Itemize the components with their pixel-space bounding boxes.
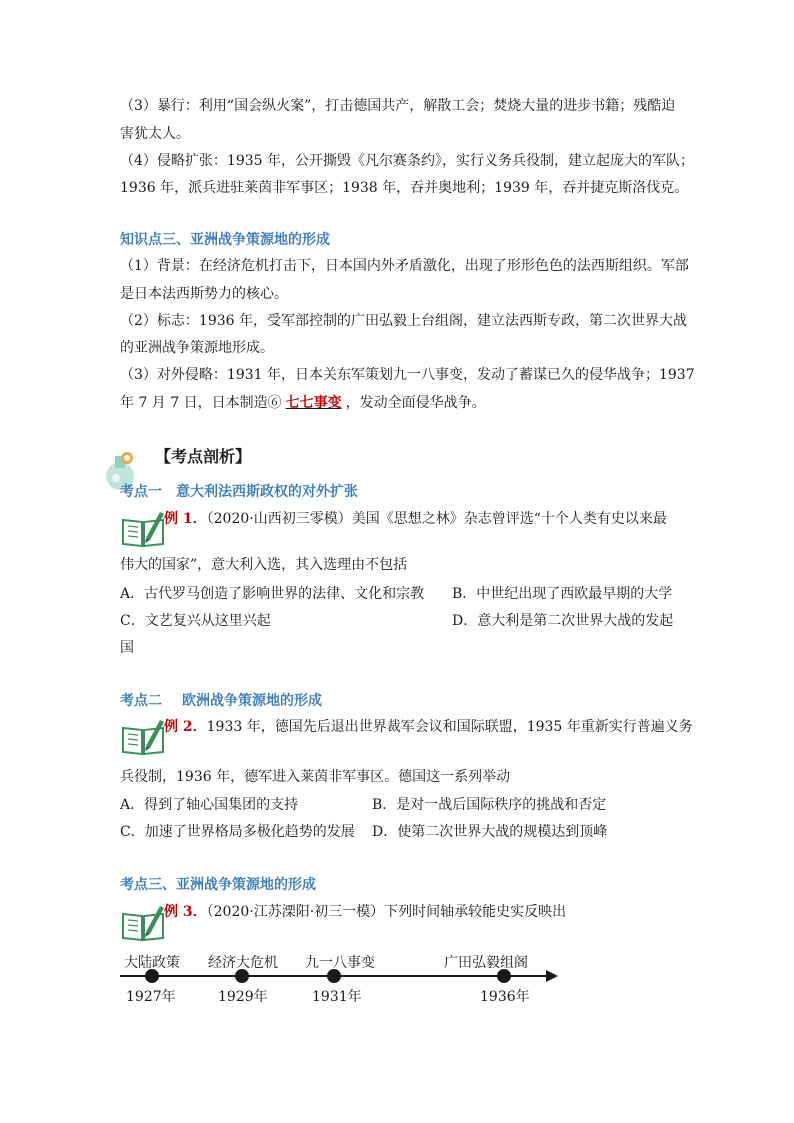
kd3-question-text-1: （2020·江苏溧阳·初三一模）下列时间轴承较能史实反映出	[206, 904, 567, 920]
fill-answer: 七七事变	[285, 395, 342, 411]
kd2-option-d: D．使第二次世界大战的规模达到顶峰	[372, 824, 608, 840]
intro-line-1: （3）暴行：利用“国会纵火案”，打击德国共产，解散工会；焚烧大量的进步书籍；残酷迫	[120, 98, 676, 114]
intro-line-3: （4）侵略扩张：1935 年，公开撕毁《凡尔赛条约》，实行义务兵役制，建立起庞大的军队；	[120, 153, 694, 169]
kd1-option-d-cont: 国	[120, 640, 134, 656]
kd2-question-text-1: 1933 年，德国先后退出世界裁军会议和国际联盟，1935 年重新实行普遍义务	[206, 719, 693, 735]
kd1-number: 考点一	[120, 484, 162, 500]
intro-line-2: 害犹太人。	[120, 126, 190, 142]
kd1-option-c: C．文艺复兴从这里兴起	[120, 613, 271, 629]
timeline-event-1: 大陆政策	[124, 955, 180, 971]
kd1-question-line-2: 伟大的国家”，意大利入选，其入选理由不包括	[120, 557, 408, 573]
book-pencil-icon	[120, 902, 166, 942]
timeline-event-4: 广田弘毅组阁	[444, 955, 528, 971]
timeline-year-4: 1936年	[480, 989, 530, 1005]
kd1-option-b: B．中世纪出现了西欧最早期的大学	[452, 586, 673, 602]
section-3-line-3: （2）标志：1936 年，受军部控制的广田弘毅上台组阁，建立法西斯专政，第二次世界大战	[120, 313, 687, 329]
example-3-label: 例 3．	[164, 904, 207, 920]
kd2-option-b: B．是对一战后国际秩序的挑战和否定	[372, 797, 607, 813]
kd1-title: 意大利法西斯政权的对外扩张	[176, 484, 358, 500]
line-6-prefix: 年 7 月 7 日，日本制造⑥	[120, 395, 282, 411]
kd1-title-row	[120, 481, 358, 501]
timeline-year-1: 1927年	[126, 989, 176, 1005]
section-3-line-4: 的亚洲战争策源地形成。	[120, 340, 274, 356]
timeline-event-3: 九一八事变	[305, 955, 375, 971]
timeline	[118, 944, 558, 1014]
kd3-question-line-1	[164, 902, 566, 922]
timeline-year-3: 1931年	[312, 989, 362, 1005]
section-3-line-6	[120, 393, 486, 413]
section-3-line-2: 是日本法西斯势力的核心。	[120, 286, 288, 302]
kd2-question-line-1	[164, 717, 693, 737]
section-3-title: 知识点三、亚洲战争策源地的形成	[120, 232, 330, 248]
analysis-header: 【考点剖析】	[155, 447, 252, 466]
kd1-question-text-1: （2020·山西初三零模）美国《思想之林》杂志曾评选“十个人类有史以来最	[206, 511, 667, 527]
example-2-label: 例 2．	[164, 719, 207, 735]
example-1-label: 例 1．	[164, 511, 207, 527]
kd2-option-c: C．加速了世界格局多极化趋势的发展	[120, 824, 355, 840]
line-6-suffix: ，发动全面侵华战争。	[345, 395, 486, 411]
kd1-option-d: D．意大利是第二次世界大战的发起	[452, 613, 674, 629]
kd1-question-line-1	[164, 509, 667, 529]
timeline-event-2: 经济大危机	[208, 955, 278, 971]
section-3-line-1: （1）背景：在经济危机打击下，日本国内外矛盾激化，出现了形形色色的法西斯组织。军部	[120, 258, 689, 274]
section-3-line-5: （3）对外侵略：1931 年，日本关东军策划九一八事变，发动了蓄谋已久的侵华战争；1937	[120, 367, 695, 383]
kd2-title: 欧洲战争策源地的形成	[182, 693, 322, 709]
kd2-option-a: A．得到了轴心国集团的支持	[120, 797, 299, 813]
intro-line-4: 1936 年，派兵进驻莱茵非军事区；1938 年，吞并奥地利；1939 年，吞并捷克斯洛伐克。	[120, 180, 689, 196]
book-pencil-icon	[120, 508, 166, 548]
kd1-option-a: A．古代罗马创造了影响世界的法律、文化和宗教	[120, 586, 425, 602]
book-pencil-icon	[120, 716, 166, 756]
kd3-title: 考点三、亚洲战争策源地的形成	[120, 877, 316, 893]
kd2-question-line-2: 兵役制，1936 年，德军进入莱茵非军事区。德国这一系列举动	[120, 769, 511, 785]
kd2-title-row	[120, 690, 322, 710]
kd2-number: 考点二	[120, 693, 162, 709]
timeline-year-2: 1929年	[218, 989, 268, 1005]
